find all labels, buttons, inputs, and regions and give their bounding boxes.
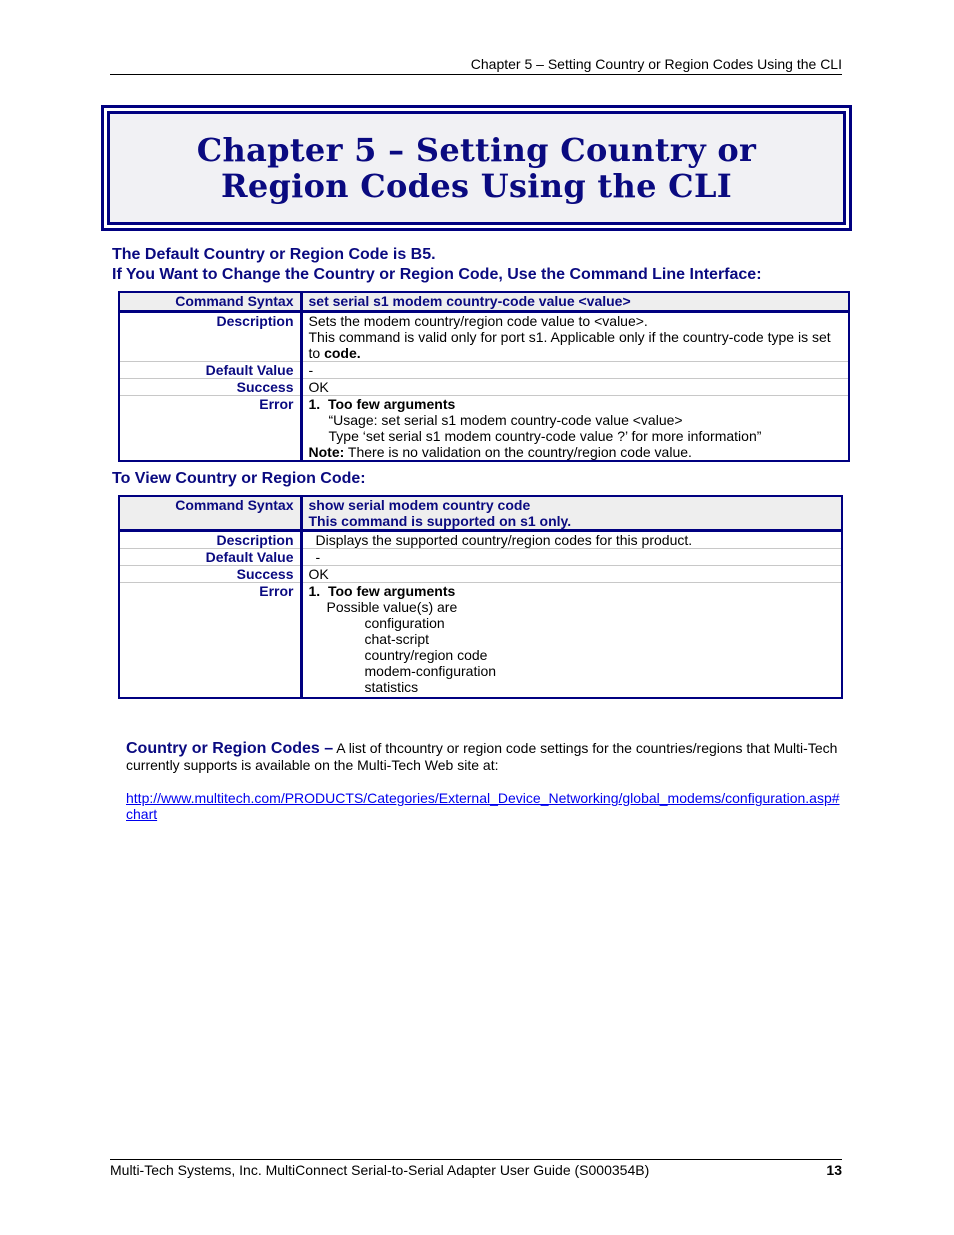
- codes-text: A list of thcountry or region code settings for the countries/regions that Multi-Tech currently supports is available on the Multi-Tech Web site at:: [126, 740, 838, 773]
- command-syntax-value: show serial modem country code: [308, 497, 531, 513]
- description-line: Sets the modem country/region code value to <value>.: [308, 313, 648, 329]
- error-title: Too few arguments: [327, 583, 456, 599]
- success-label: Success: [119, 379, 301, 396]
- footer-text: Multi-Tech Systems, Inc. MultiConnect Serial-to-Serial Adapter User Guide (S000354B): [110, 1162, 650, 1178]
- error-help-line: Type ‘set serial s1 modem country-code value ?’ for more information”: [328, 428, 762, 444]
- command-syntax-value: set serial s1 modem country-code value <value>: [301, 292, 849, 312]
- command-syntax-label: Command Syntax: [119, 496, 301, 531]
- show-country-code-table: [118, 495, 843, 699]
- description-value: Displays the supported country/region codes for this product.: [301, 531, 842, 549]
- chapter-title-line1: Chapter 5 – Setting Country or: [196, 131, 757, 169]
- note-line: [309, 444, 843, 460]
- success-label: Success: [119, 566, 301, 583]
- running-header: Chapter 5 – Setting Country or Region Codes Using the CLI: [470, 56, 842, 72]
- codes-paragraph: [126, 740, 842, 773]
- note-text: There is no validation on the country/region code value.: [347, 444, 692, 460]
- table-row: [119, 531, 842, 549]
- description-text: This command is valid only for port s1. Applicable only if the country-code type is set to: [308, 329, 831, 361]
- default-value-label: Default Value: [119, 549, 301, 566]
- codes-chart-link[interactable]: http://www.multitech.com/PRODUCTS/Categories/External_Device_Networking/global_modems/configuration.asp#chart: [126, 790, 840, 822]
- command-syntax-label: Command Syntax: [119, 292, 301, 312]
- description-bold: code.: [324, 345, 361, 361]
- note-label: Note:: [308, 444, 345, 460]
- success-value: OK: [301, 566, 842, 583]
- description-line: [309, 329, 843, 361]
- error-cell: [301, 583, 842, 699]
- table-row: [119, 549, 842, 566]
- description-label: Description: [119, 531, 301, 549]
- default-value: -: [301, 362, 849, 379]
- error-cell: [301, 396, 849, 462]
- table-row: [119, 583, 842, 699]
- error-number: 1.: [308, 583, 321, 599]
- chapter-title-line2: Region Codes Using the CLI: [220, 167, 733, 205]
- table-row: [119, 362, 849, 379]
- chapter-title: [197, 132, 756, 204]
- possible-value: chat-script: [364, 631, 430, 647]
- command-syntax-cell: [301, 496, 842, 531]
- table-row: [119, 292, 849, 312]
- error-label: Error: [119, 396, 301, 462]
- table-row: [119, 566, 842, 583]
- default-value-label: Default Value: [119, 362, 301, 379]
- table-row: [119, 396, 849, 462]
- header-rule: [110, 74, 842, 75]
- possible-value: country/region code: [364, 647, 488, 663]
- description-label: Description: [119, 312, 301, 362]
- chapter-title-inner: [107, 111, 846, 225]
- description-cell: [301, 312, 849, 362]
- command-syntax-note: This command is supported on s1 only.: [308, 513, 572, 529]
- heading-default-code: The Default Country or Region Code is B5.: [112, 246, 436, 263]
- possible-values-intro: Possible value(s) are: [326, 599, 458, 615]
- error-label: Error: [119, 583, 301, 699]
- success-value: OK: [301, 379, 849, 396]
- heading-change-code: If You Want to Change the Country or Region Code, Use the Command Line Interface:: [112, 266, 762, 283]
- footer-rule: [110, 1159, 842, 1160]
- possible-value: statistics: [364, 679, 419, 695]
- error-number: 1.: [308, 396, 321, 412]
- codes-lead: Country or Region Codes –: [126, 740, 334, 757]
- error-title-line: [309, 583, 836, 599]
- page-number: 13: [826, 1162, 842, 1178]
- table-row: [119, 379, 849, 396]
- possible-value: configuration: [364, 615, 445, 631]
- error-title-line: [309, 396, 843, 412]
- table-row: [119, 496, 842, 531]
- possible-value: modem-configuration: [364, 663, 497, 679]
- error-usage-line: “Usage: set serial s1 modem country-code value <value>: [328, 412, 683, 428]
- error-title: Too few arguments: [327, 396, 456, 412]
- table-row: [119, 312, 849, 362]
- set-country-code-table: [118, 291, 850, 462]
- default-value: -: [301, 549, 842, 566]
- heading-view-code: To View Country or Region Code:: [112, 470, 366, 487]
- chapter-title-box: [101, 105, 852, 231]
